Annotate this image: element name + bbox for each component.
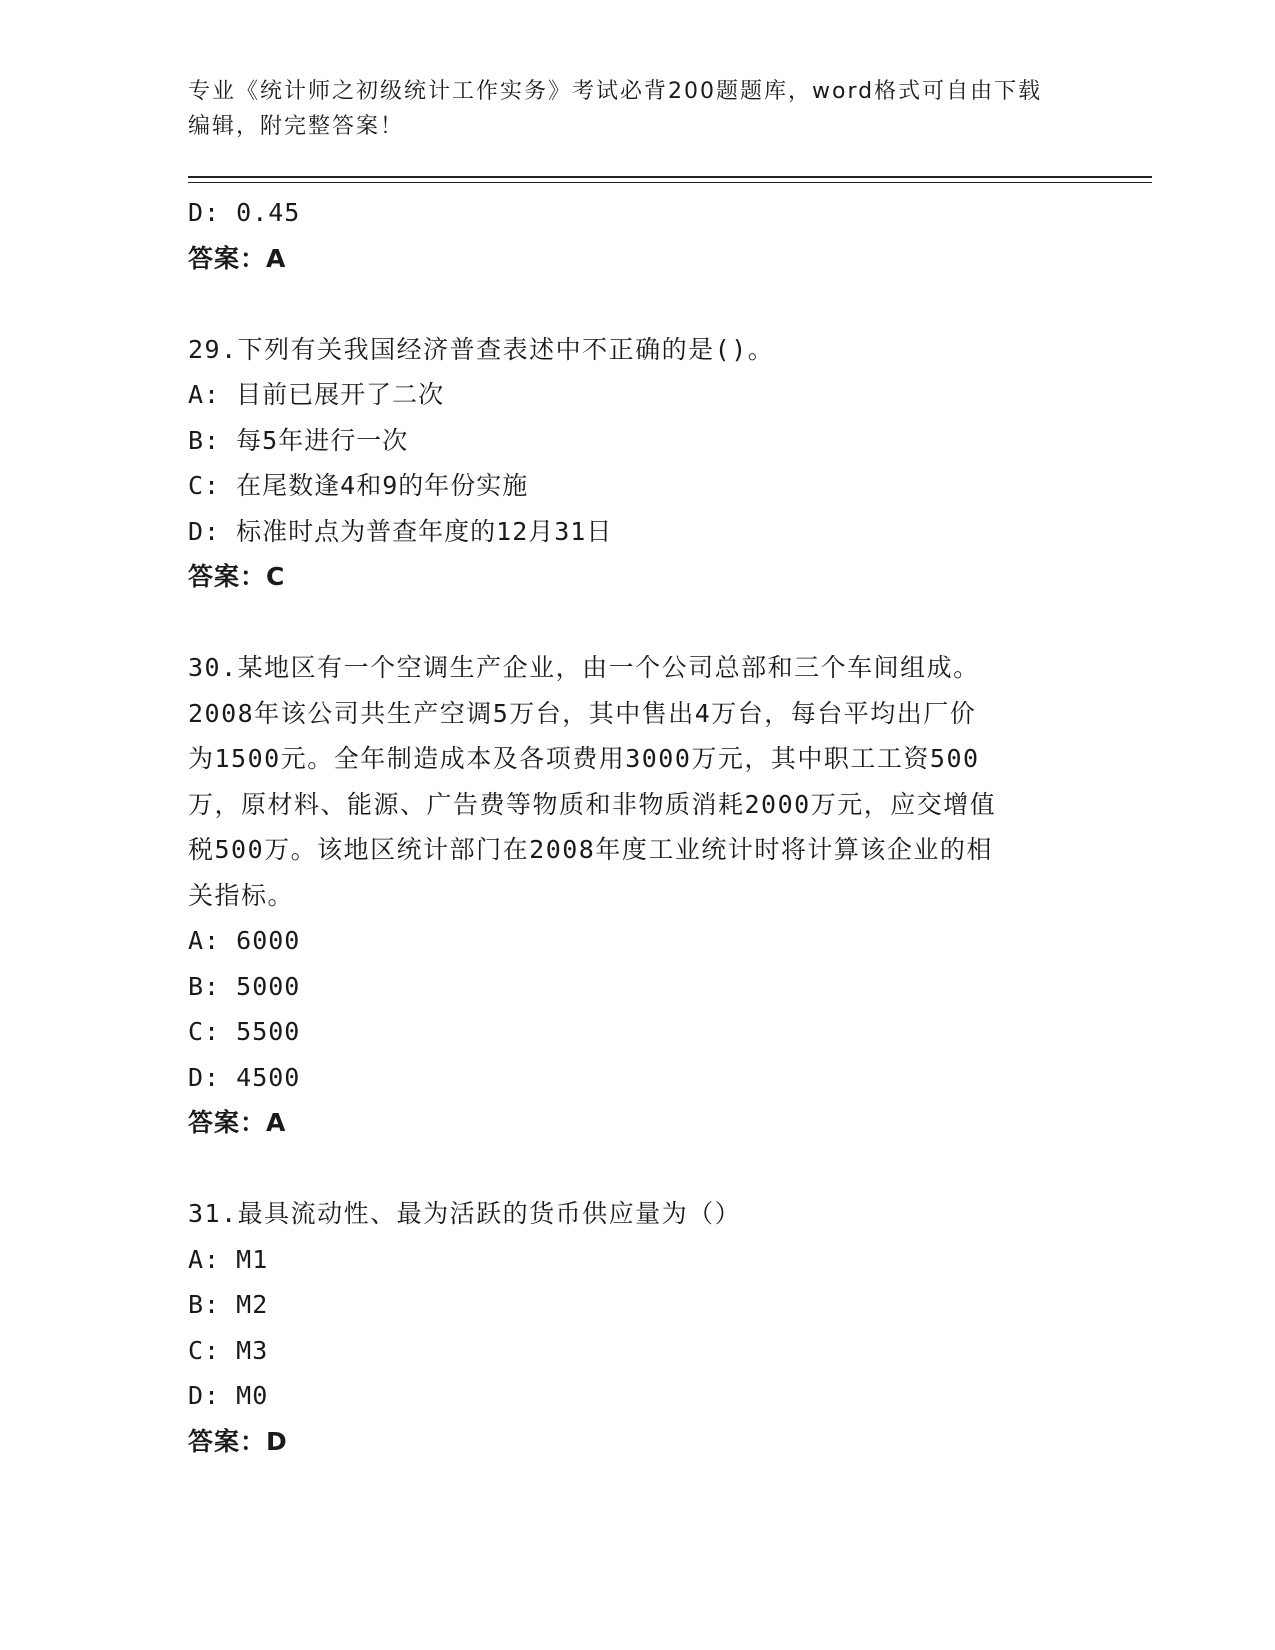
question-31 [188, 1191, 1088, 1464]
option-a: A: 目前已展开了二次 [188, 380, 445, 409]
spacer [188, 600, 1088, 646]
answer: 答案：D [188, 1426, 288, 1456]
header-line-2: 编辑，附完整答案！ [188, 114, 405, 139]
option-d: D: M0 [188, 1381, 269, 1410]
header-line-1: 专业《统计师之初级统计工作实务》考试必背200题题库，word格式可自由下载 [188, 79, 1043, 104]
stem-line: 31.最具流动性、最为活跃的货币供应量为（） [188, 1199, 742, 1228]
spacer [188, 281, 1088, 327]
header-rule-thick [188, 176, 1152, 178]
document-header [188, 74, 1088, 144]
option-c: C: 在尾数逢4和9的年份实施 [188, 471, 529, 500]
option-c: C: 5500 [188, 1017, 301, 1046]
answer: 答案：C [188, 562, 286, 591]
option-a: A: 6000 [188, 926, 301, 955]
prev-answer: 答案：A [188, 243, 287, 273]
question-stem [188, 327, 1068, 373]
question-30 [188, 645, 1088, 1146]
spacer [188, 1146, 1088, 1192]
question-stem [188, 645, 1068, 918]
stem-line: 30.某地区有一个空调生产企业，由一个公司总部和三个车间组成。 [188, 653, 980, 682]
stem-line: 税500万。该地区统计部门在2008年度工业统计时将计算该企业的相 [188, 835, 993, 864]
question-stem [188, 1191, 1068, 1237]
question-29 [188, 327, 1088, 600]
document-body [188, 190, 1088, 1464]
option-b: B: M2 [188, 1290, 269, 1319]
option-b: B: 5000 [188, 971, 301, 1001]
option-a: A: M1 [188, 1244, 269, 1274]
stem-line: 关指标。 [188, 880, 295, 910]
prev-option-d: D: 0.45 [188, 198, 301, 227]
stem-line: 29.下列有关我国经济普查表述中不正确的是()。 [188, 334, 775, 364]
option-b: B: 每5年进行一次 [188, 425, 409, 455]
stem-line: 为1500元。全年制造成本及各项费用3000万元，其中职工工资500 [188, 744, 980, 773]
option-d: D: 标准时点为普查年度的12月31日 [188, 516, 613, 546]
option-c: C: M3 [188, 1335, 269, 1365]
stem-line: 万，原材料、能源、广告费等物质和非物质消耗2000万元，应交增值 [188, 789, 997, 819]
header-rule-thin [188, 182, 1152, 183]
option-d: D: 4500 [188, 1062, 301, 1092]
stem-line: 2008年该公司共生产空调5万台，其中售出4万台，每台平均出厂价 [188, 698, 977, 728]
answer: 答案：A [188, 1108, 287, 1137]
